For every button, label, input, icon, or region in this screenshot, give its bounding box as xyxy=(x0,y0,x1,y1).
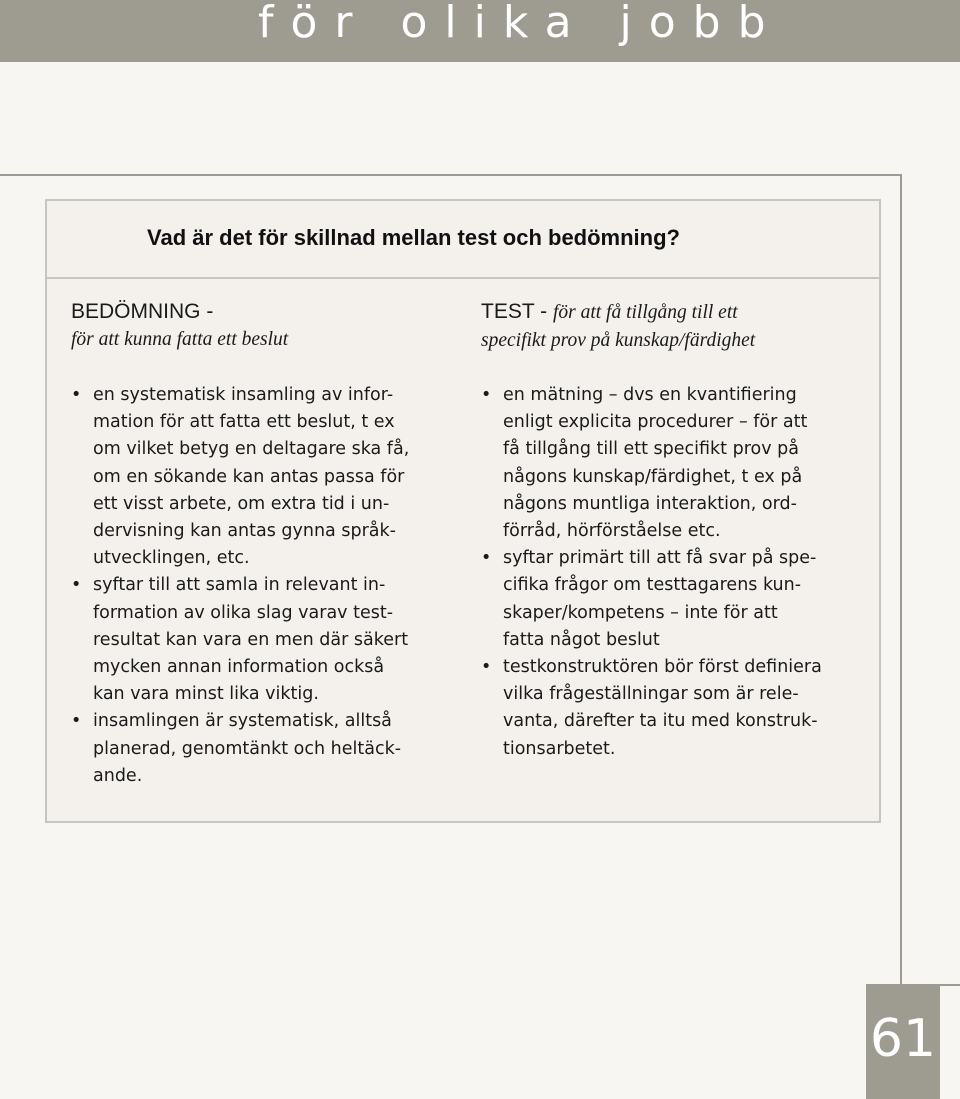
bullet-icon: • xyxy=(481,548,492,569)
list-item xyxy=(71,382,451,572)
bullet-icon: • xyxy=(71,575,82,596)
bullet-text: en systematisk insamling av infor- mation för att fatta ett beslut, t ex om vilket betyg en deltagare ska få, om en sökande kan antas passa för ett visst arbete, om extra tid i un- dervisning kan antas gynna språk- utvecklingen, etc. xyxy=(93,385,410,569)
list-item xyxy=(481,545,871,654)
assessment-column xyxy=(71,298,451,786)
bullet-icon: • xyxy=(71,711,82,732)
assessment-heading: BEDÖMNING - xyxy=(71,300,214,323)
list-item xyxy=(71,708,451,790)
test-bullet-list xyxy=(481,382,871,763)
bullet-icon: • xyxy=(71,385,82,405)
header-band xyxy=(0,0,960,62)
assessment-bullet-list xyxy=(71,382,451,790)
test-subheading: specifikt prov på kunskap/färdighet xyxy=(481,330,756,351)
test-heading-line xyxy=(481,298,871,327)
assessment-subheading: för att kunna fatta ett beslut xyxy=(71,329,289,350)
bullet-text: testkonstruktören bör först definiera vilka frågeställningar som är rele- vanta, därefter ta itu med konstruk- tionsarbetet. xyxy=(503,657,822,759)
page-number-tab xyxy=(866,984,940,1099)
test-heading: TEST - xyxy=(481,300,553,323)
frame-right-rule xyxy=(900,174,902,984)
list-item xyxy=(481,382,871,545)
bullet-icon: • xyxy=(481,385,492,405)
box-question: Vad är det för skillnad mellan test och bedömning? xyxy=(147,225,680,250)
frame-top-rule xyxy=(0,174,902,176)
header-title: för olika jobb xyxy=(258,0,783,48)
bullet-text: syftar till att samla in relevant in- formation av olika slag varav test- resultat kan vara en men där säkert mycken annan information också kan vara minst lika viktig. xyxy=(93,575,409,705)
bullet-icon: • xyxy=(481,657,492,678)
list-item xyxy=(71,572,451,708)
page-number: 61 xyxy=(869,1009,937,1069)
test-heading-italic: för att få tillgång till ett xyxy=(552,302,738,323)
test-column xyxy=(481,298,871,759)
bullet-text: en mätning – dvs en kvantifiering enligt explicita procedurer – för att få tillgång till ett specifikt prov på någons kunskap/färdighet, t ex på någons muntliga interaktion, ord- förråd, hörförståelse etc. xyxy=(503,385,808,542)
question-bar xyxy=(47,201,879,279)
bullet-text: syftar primärt till att få svar på spe- cifika frågor om testtagarens kun- skaper/kompetens – inte för att fatta något beslut xyxy=(503,548,817,650)
bullet-text: insamlingen är systematisk, alltså planerad, genomtänkt och heltäck- ande. xyxy=(93,711,402,786)
comparison-box xyxy=(45,199,881,823)
list-item xyxy=(481,654,871,763)
